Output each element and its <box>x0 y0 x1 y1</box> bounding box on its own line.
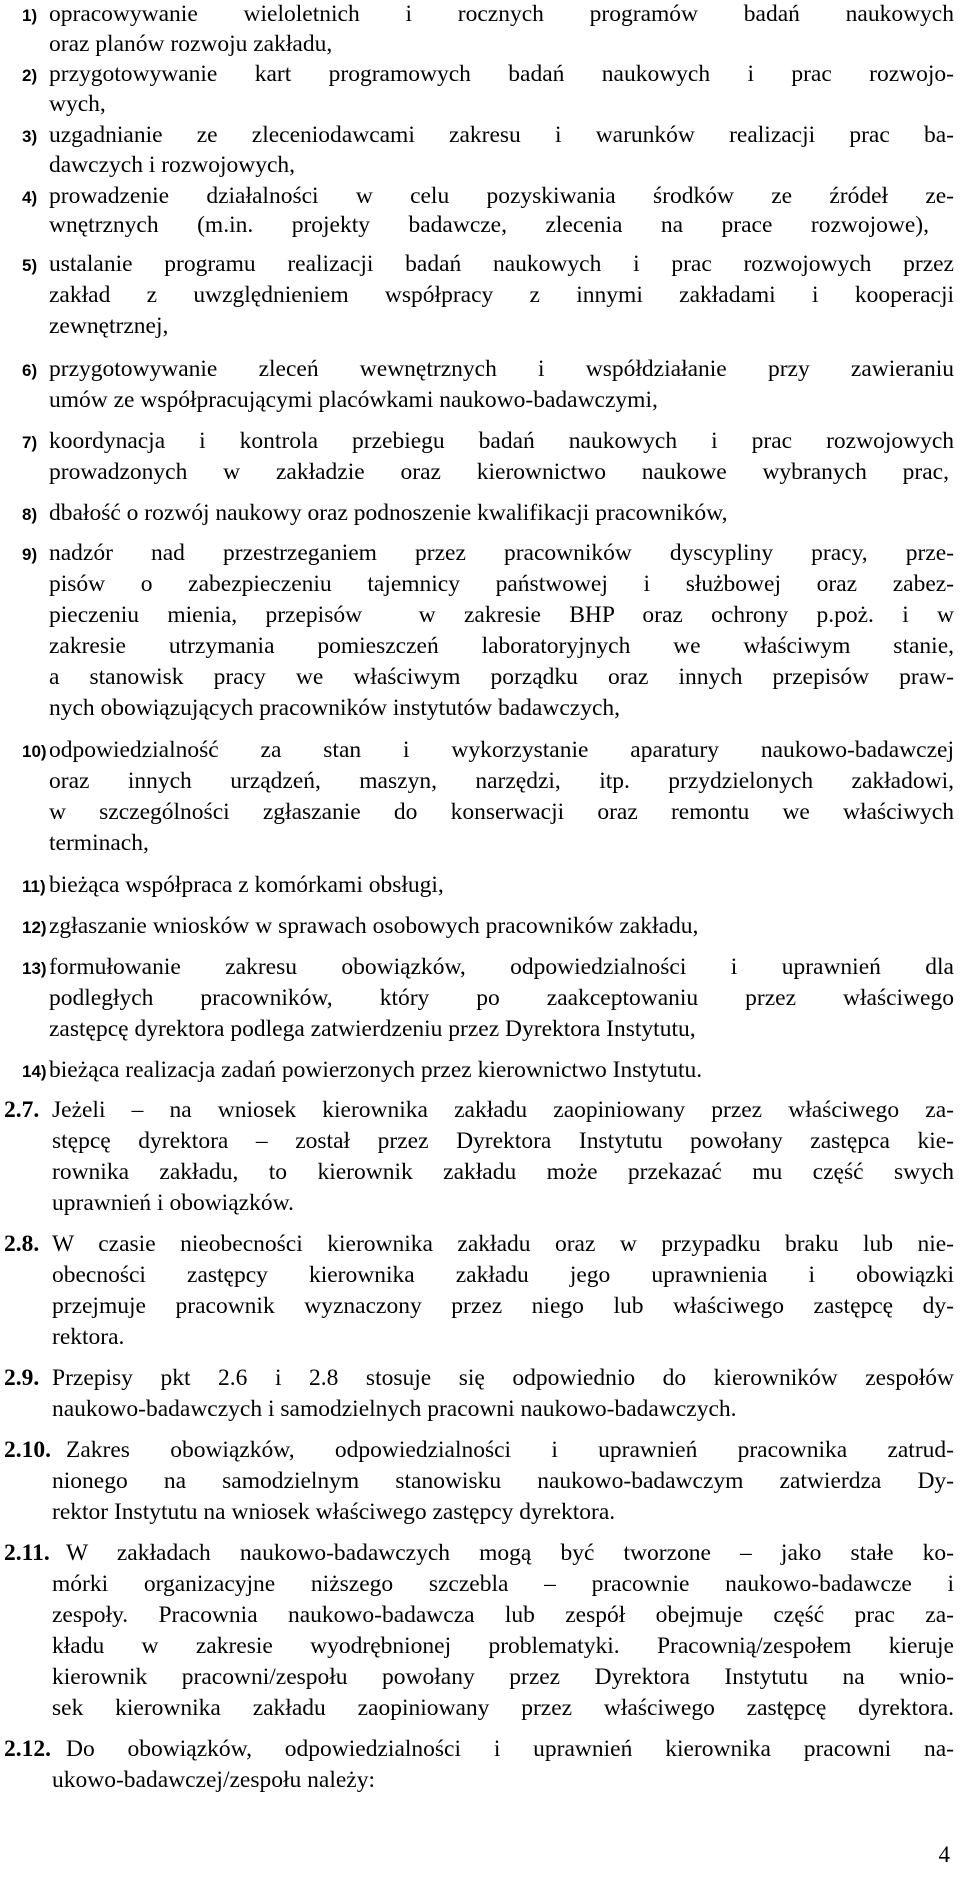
list-item-line: pieczeniu mienia, przepisów w zakresie BHP oraz ochrony p.poż. i w <box>49 602 954 628</box>
section-line: stępcę dyrektora – został przez Dyrektora Instytutu powołany zastępca kie- <box>52 1128 954 1154</box>
list-number: 2) <box>22 66 38 85</box>
list-number: 4) <box>22 188 38 207</box>
section-line: nionego na samodzielnym stanowisku naukowo-badawczym zatwierdza Dy- <box>52 1468 954 1494</box>
section-line: naukowo-badawczych i samodzielnych pracowni naukowo-badawczych. <box>52 1396 737 1422</box>
list-number: 1) <box>22 6 38 25</box>
section-line: ukowo-badawczej/zespołu należy: <box>52 1767 375 1793</box>
list-item-line: a stanowisk pracy we właściwym porządku oraz innych przepisów praw- <box>49 664 954 690</box>
list-number: 7) <box>22 433 38 452</box>
list-item-line: umów ze współpracującymi placówkami naukowo-badawczymi, <box>49 387 658 413</box>
section-line: zespoły. Pracownia naukowo-badawcza lub zespół obejmuje część prac za- <box>52 1602 954 1628</box>
list-item-line: przygotowywanie kart programowych badań naukowych i prac rozwojo- <box>49 61 954 87</box>
list-item-line: zastępcę dyrektora podlega zatwierdzeniu przez Dyrektora Instytutu, <box>49 1016 696 1042</box>
list-item-line: prowadzonych w zakładzie oraz kierownictwo naukowe wybranych prac, <box>49 459 949 485</box>
section-number: 2.8. <box>4 1231 40 1257</box>
section-line: sek kierownika zakładu zaopiniowany przez właściwego zastępcę dyrektora. <box>52 1695 954 1721</box>
section-line: Zakres obowiązków, odpowiedzialności i uprawnień pracownika zatrud- <box>66 1437 954 1463</box>
list-number: 5) <box>22 256 38 275</box>
section-line: rektora. <box>52 1324 125 1350</box>
section-line: rektor Instytutu na wniosek właściwego zastępcy dyrektora. <box>52 1499 616 1525</box>
section-number: 2.11. <box>4 1540 50 1566</box>
list-item-line: bieżąca współpraca z komórkami obsługi, <box>49 872 444 898</box>
list-number: 13) <box>22 959 47 978</box>
list-item-line: prowadzenie działalności w celu pozyskiwania środków ze źródeł ze- <box>49 183 954 209</box>
section-line: kierownik pracowni/zespołu powołany przez Dyrektora Instytutu na wnio- <box>52 1664 954 1690</box>
section-number: 2.10. <box>4 1437 51 1463</box>
list-item-line: koordynacja i kontrola przebiegu badań naukowych i prac rozwojowych <box>49 428 954 454</box>
section-line: rownika zakładu, to kierownik zakładu może przekazać mu część swych <box>52 1159 954 1185</box>
list-item-line: nych obowiązujących pracowników instytutów badawczych, <box>49 695 620 721</box>
section-line: obecności zastępcy kierownika zakładu jego uprawnienia i obowiązki <box>52 1262 954 1288</box>
section-line: kładu w zakresie wyodrębnionej problematyki. Pracownią/zespołem kieruje <box>52 1633 954 1659</box>
list-item-line: zakład z uwzględnieniem współpracy z innymi zakładami i kooperacji <box>49 282 954 308</box>
list-item-line: wnętrznych (m.in. projekty badawcze, zlecenia na prace rozwojowe), <box>49 212 929 238</box>
section-number: 2.7. <box>4 1097 40 1123</box>
section-number: 2.9. <box>4 1365 40 1391</box>
list-number: 3) <box>22 127 38 146</box>
list-number: 9) <box>22 545 38 564</box>
list-item-line: uzgadnianie ze zleceniodawcami zakresu i warunków realizacji prac ba- <box>49 122 954 148</box>
section-line: W zakładach naukowo-badawczych mogą być tworzone – jako stałe ko- <box>66 1540 954 1566</box>
list-item-line: bieżąca realizacja zadań powierzonych przez kierownictwo Instytutu. <box>49 1057 703 1083</box>
list-number: 8) <box>22 505 38 524</box>
list-number: 6) <box>22 361 38 380</box>
list-item-line: zakresie utrzymania pomieszczeń laboratoryjnych we właściwym stanie, <box>49 633 954 659</box>
section-line: uprawnień i obowiązków. <box>52 1190 294 1216</box>
list-item-line: nadzór nad przestrzeganiem przez pracowników dyscypliny pracy, prze- <box>49 540 954 566</box>
section-line: Przepisy pkt 2.6 i 2.8 stosuje się odpowiednio do kierowników zespołów <box>52 1365 954 1391</box>
list-item-line: opracowywanie wieloletnich i rocznych programów badań naukowych <box>49 1 954 27</box>
section-line: W czasie nieobecności kierownika zakładu oraz w przypadku braku lub nie- <box>52 1231 954 1257</box>
section-line: Jeżeli – na wniosek kierownika zakładu zaopiniowany przez właściwego za- <box>52 1097 954 1123</box>
section-line: Do obowiązków, odpowiedzialności i uprawnień kierownika pracowni na- <box>66 1736 954 1762</box>
list-item-line: ustalanie programu realizacji badań naukowych i prac rozwojowych przez <box>49 251 954 277</box>
list-item-line: formułowanie zakresu obowiązków, odpowiedzialności i uprawnień dla <box>49 954 954 980</box>
list-item-line: zewnętrznej, <box>49 313 169 339</box>
list-item-line: zgłaszanie wniosków w sprawach osobowych pracowników zakładu, <box>49 913 699 939</box>
list-item-line: dbałość o rozwój naukowy oraz podnoszenie kwalifikacji pracowników, <box>49 500 728 526</box>
list-item-line: w szczególności zgłaszanie do konserwacji oraz remontu we właściwych <box>49 799 954 825</box>
section-line: mórki organizacyjne niższego szczebla – pracownie naukowo-badawcze i <box>52 1571 954 1597</box>
list-item-line: dawczych i rozwojowych, <box>49 152 296 178</box>
list-item-line: oraz planów rozwoju zakładu, <box>49 31 333 57</box>
list-item-line: pisów o zabezpieczeniu tajemnicy państwowej i służbowej oraz zabez- <box>49 571 954 597</box>
section-number: 2.12. <box>4 1736 51 1762</box>
page-number: 4 <box>938 1842 950 1867</box>
list-item-line: przygotowywanie zleceń wewnętrznych i współdziałanie przy zawieraniu <box>49 356 954 382</box>
list-item-line: podległych pracowników, który po zaakceptowaniu przez właściwego <box>49 985 954 1011</box>
list-item-line: odpowiedzialność za stan i wykorzystanie aparatury naukowo-badawczej <box>49 737 954 763</box>
section-line: przejmuje pracownik wyznaczony przez niego lub właściwego zastępcę dy- <box>52 1293 954 1319</box>
list-item-line: wych, <box>49 91 106 117</box>
list-number: 10) <box>22 742 47 761</box>
list-item-line: terminach, <box>49 830 149 856</box>
list-number: 11) <box>22 877 46 896</box>
list-number: 12) <box>22 918 47 937</box>
list-number: 14) <box>22 1062 47 1081</box>
list-item-line: oraz innych urządzeń, maszyn, narzędzi, itp. przydzielonych zakładowi, <box>49 768 954 794</box>
